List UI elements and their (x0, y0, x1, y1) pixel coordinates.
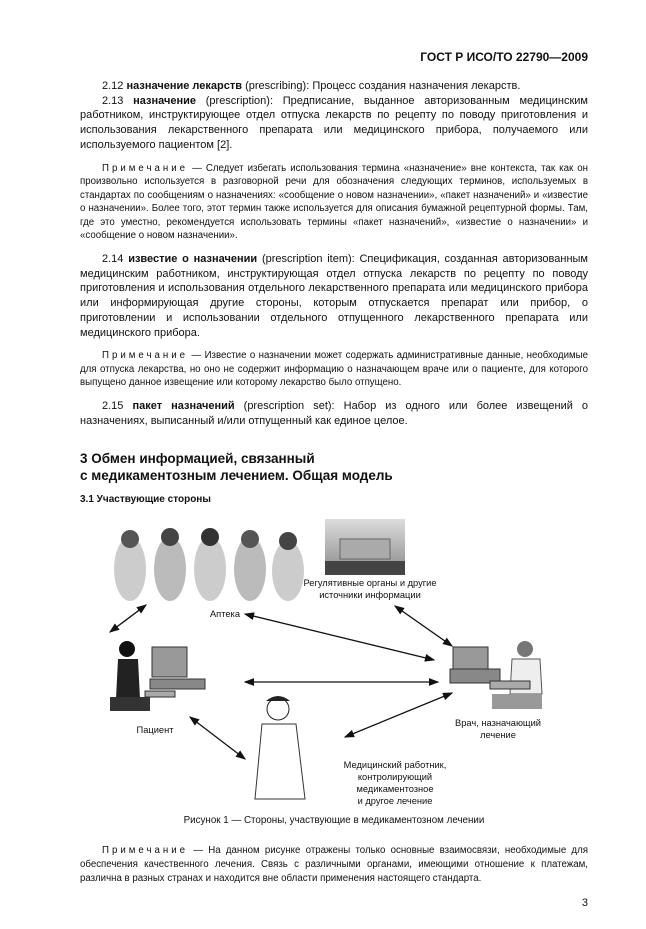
arrow-pharmacy-doctor (245, 614, 434, 660)
term: пакет назначений (132, 400, 235, 413)
note-label: Примечание (102, 350, 189, 362)
section-heading (80, 450, 588, 484)
definition: : Процесс создания назначения лекарств. (306, 80, 521, 92)
label-doctor (438, 717, 558, 741)
label-line: Регулятивные органы и другие (303, 578, 437, 589)
item-number: 2.14 (102, 253, 124, 266)
figure (0, 509, 646, 809)
page-content (80, 0, 588, 929)
term-en: (prescription item) (261, 253, 352, 266)
definition: : Спецификация, созданная авторизованным медицинским работником, инструктирующая отдел отпуска лекарств по рецепту по поводу приготовления и использования отдельного лекарственного препарата или медицинского прибора или информирующая другие стороны, которым отпускается препарат или прибор, о приготовлении и использовании отдельного отпущенного лекарственного препарата или медицинского прибора. (80, 253, 588, 339)
arrow-regulators-doctor (395, 606, 452, 646)
arrow-patient-nurse (190, 717, 245, 759)
item-number: 2.13 (102, 94, 124, 107)
definition-2-12 (80, 79, 588, 94)
definition: : Набор из одного или более извещений о назначениях, выписанный и/или отпущенный как единое целое. (80, 400, 588, 427)
item-number: 2.15 (102, 400, 124, 413)
page-number: 3 (581, 897, 588, 910)
patient-illustration (110, 641, 205, 711)
pharmacy-staff-photo (114, 528, 304, 601)
note-text: — Следует избегать использования термина «назначение» вне контекста, так как он произвольно используется в разговорной речи для обозначения следующих терминов, используемых в стандартах по сообщениям о назначениях: «сообщение о новом назначении», «пакет назначений» и «известие о назначении». Более того, этот термин также используется для описания бумажной рецептурной формы. Там, где это уместно, рекомендуется использовать термины «пакет назначений», «известие о назначении» и «сообщение о новом назначении». (80, 162, 588, 242)
section-heading-line: с медикаментозным лечением. Общая модель (80, 468, 393, 484)
label-patient: Пациент (136, 725, 174, 736)
note-label: Примечание (102, 845, 189, 857)
term: назначение лекарств (126, 80, 242, 92)
label-regulators (290, 577, 450, 601)
item-number: 2.12 (102, 80, 124, 92)
arrow-doctor-nurse (345, 693, 452, 737)
note-2 (80, 349, 588, 390)
term: известие о назначении (128, 253, 258, 266)
label-line: контролирующий (357, 772, 433, 783)
doctor-illustration (450, 641, 542, 709)
definition-2-14 (80, 252, 588, 340)
arrow-pharmacy-patient (110, 605, 146, 632)
subsection-heading: 3.1 Участвующие стороны (80, 494, 211, 506)
term-en: (prescription set) (243, 400, 332, 413)
building-photo (325, 519, 405, 575)
note-text: — На данном рисунке отражены только основные взаимосвязи, необходимые для обеспечения качественного лечения. Связь с различными органами, имеющими отношение к платежам, различна в разных странах и находится вне области применения настоящего стандарта. (80, 845, 588, 884)
section-heading-line: 3 Обмен информацией, связанный (80, 451, 315, 467)
definition-2-13 (80, 94, 588, 153)
term: назначение (133, 94, 197, 107)
definition: : Предписание, выданное авторизованным медицинским работником, инструктирующее отдел отпуска лекарств по рецепту по поводу приготовления и использования лекарственного препарата или медицинского прибора, получаемого или используемого пациентом [2]. (80, 94, 588, 151)
label-line: источники информации (319, 590, 421, 601)
term-en: (prescription) (205, 94, 270, 107)
note-3 (80, 844, 588, 885)
note-1 (80, 162, 588, 244)
label-line: медикаментозное (356, 784, 434, 795)
note-text: — Известие о назначении может содержать административные данные, необходимые для отпуска лекарства, но оно не содержит информацию о назначающем враче или о пациенте, для которого выпущено данное извещение или которому лекарство было отпущено. (80, 350, 588, 389)
label-line: лечение (480, 730, 516, 741)
label-pharmacy: Аптека (209, 609, 240, 620)
figure-caption: Рисунок 1 — Стороны, участвующие в медикаментозном лечении (183, 815, 485, 827)
label-line: Медицинский работник, (343, 760, 447, 771)
label-line: Врач, назначающий (455, 718, 541, 729)
figure-diagram (0, 509, 646, 809)
note-label: Примечание (102, 162, 189, 174)
label-medical-worker (325, 759, 465, 807)
label-line: и другое лечение (357, 796, 433, 807)
nurse-illustration (255, 696, 305, 799)
definition-2-15 (80, 399, 588, 428)
document-header: ГОСТ Р ИСО/ТО 22790—2009 (420, 50, 588, 64)
term-en: (prescribing) (245, 80, 307, 92)
